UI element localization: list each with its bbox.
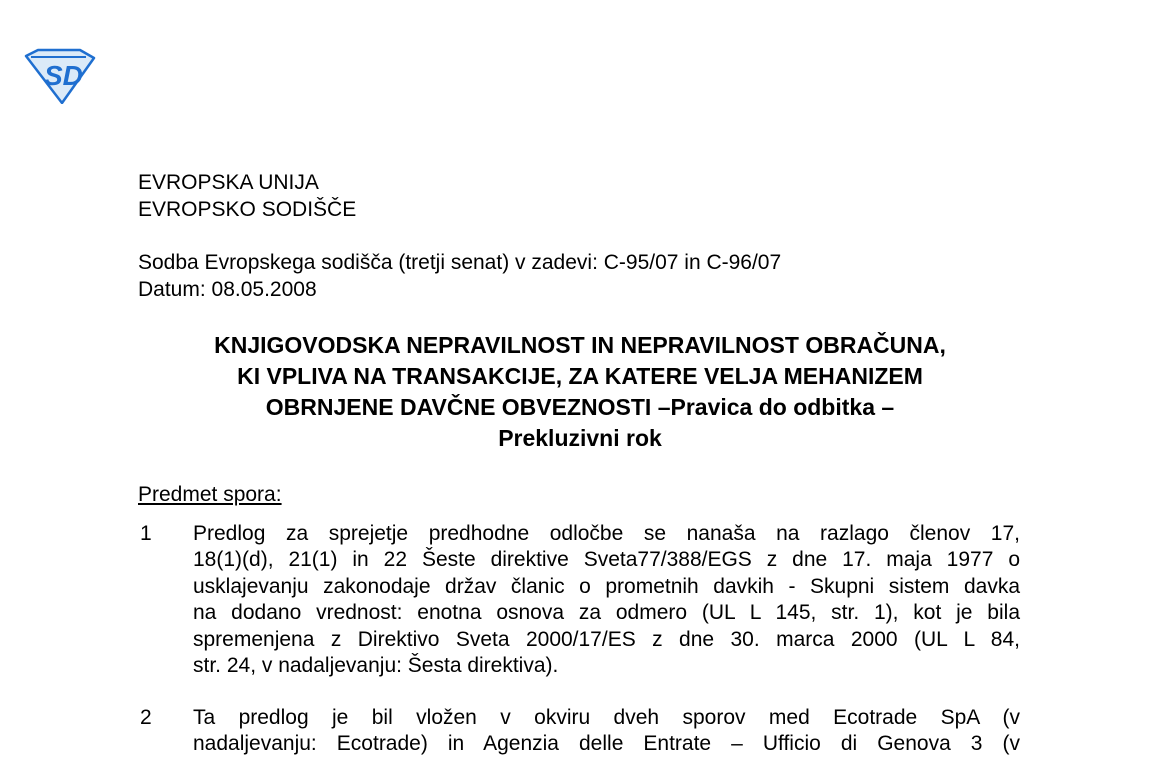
- paragraph-line: Ta predlog je bil vložen v okviru dveh sporov med Ecotrade SpA (v: [193, 706, 1020, 729]
- paragraph-number: 1: [140, 522, 152, 545]
- title-line: OBRNJENE DAVČNE OBVEZNOSTI –Pravica do odbitka –: [265, 394, 895, 420]
- paragraph-number: 2: [140, 706, 152, 729]
- judgment-date: Datum: 08.05.2008: [138, 278, 317, 301]
- sd-logo: [22, 48, 96, 104]
- paragraph-line: usklajevanju zakonodaje držav članic o prometnih davkih - Skupni sistem davka: [193, 574, 1020, 598]
- paragraph-text: [193, 705, 1020, 758]
- paragraph-line: nadaljevanju: Ecotrade) in Agenzia delle Entrate – Ufficio di Genova 3 (v: [193, 732, 1020, 756]
- union-name: EVROPSKA UNIJA: [138, 171, 319, 194]
- document-title: [120, 330, 1040, 454]
- paragraph-text: [193, 521, 1020, 679]
- title-line: Prekluzivni rok: [498, 425, 662, 451]
- paragraph-line: str. 24, v nadaljevanju: Šesta direktiva).: [193, 654, 559, 678]
- paragraph-line: 18(1)(d), 21(1) in 22 Šeste direktive Sveta77/388/EGS z dne 17. maja 1977 o: [193, 548, 1020, 572]
- paragraph-line: spremenjena z Direktivo Sveta 2000/17/ES z dne 30. marca 2000 (UL L 84,: [193, 627, 1020, 651]
- title-line: KNJIGOVODSKA NEPRAVILNOST IN NEPRAVILNOST OBRAČUNA,: [214, 332, 946, 358]
- paragraph-line: Predlog za sprejetje predhodne odločbe se nanaša na razlago členov 17,: [193, 522, 1020, 545]
- subject-heading: Predmet spora:: [138, 483, 282, 506]
- title-line: KI VPLIVA NA TRANSAKCIJE, ZA KATERE VELJA MEHANIZEM: [237, 363, 923, 389]
- paragraph-line: na dodano vrednost: enotna osnova za odmero (UL L 145, str. 1), kot je bila: [193, 601, 1020, 625]
- court-name: EVROPSKO SODIŠČE: [138, 198, 357, 221]
- judgment-reference: Sodba Evropskega sodišča (tretji senat) v zadevi: C-95/07 in C-96/07: [138, 251, 782, 274]
- logo-letters: SD: [44, 60, 83, 91]
